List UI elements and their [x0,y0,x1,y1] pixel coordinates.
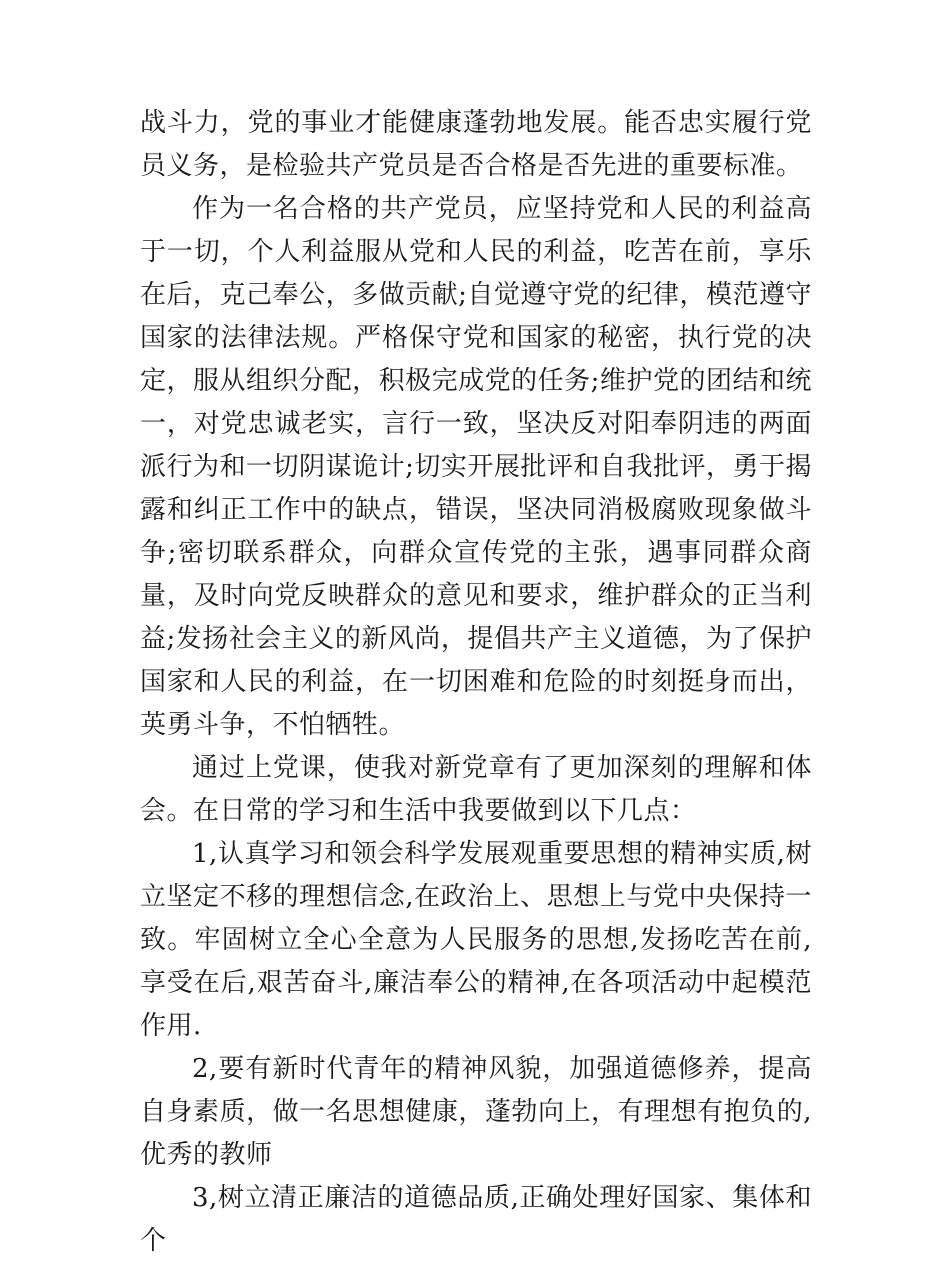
paragraph-6: 3,树立清正廉洁的道德品质,正确处理好国家、集体和个 [140,1183,812,1256]
paragraph-5: 2,要有新时代青年的精神风貌，加强道德修养，提高自身素质，做一名思想健康，蓬勃向上，有理想有抱负的,优秀的教师 [140,1054,812,1170]
paragraph-3: 通过上党课，使我对新党章有了更加深刻的理解和体会。在日常的学习和生活中我要做到以下几点： [140,753,812,826]
paragraph-4: 1,认真学习和领会科学发展观重要思想的精神实质,树立坚定不移的理想信念,在政治上、思想上与党中央保持一致。牢固树立全心全意为人民服务的思想,发扬吃苦在前,享受在后,艰苦奋斗,廉洁奉公的精神,在各项活动中起模范作用. [140,839,812,1041]
paragraph-2: 作为一名合格的共产党员，应坚持党和人民的利益高于一切，个人利益服从党和人民的利益，吃苦在前，享乐在后，克己奉公，多做贡献;自觉遵守党的纪律，模范遵守国家的法律法规。严格保守党和国家的秘密，执行党的决定，服从组织分配，积极完成党的任务;维护党的团结和统一，对党忠诚老实，言行一致，坚决反对阳奉阴违的两面派行为和一切阴谋诡计;切实开展批评和自我批评，勇于揭露和纠正工作中的缺点，错误，坚决同消极腐败现象做斗争;密切联系群众，向群众宣传党的主张，遇事同群众商量，及时向党反映群众的意见和要求，维护群众的正当利益;发扬社会主义的新风尚，提倡共产主义道德，为了保护国家和人民的利益，在一切困难和危险的时刻挺身而出，英勇斗争，不怕牺牲。 [140,194,812,740]
document-body [140,102,812,1263]
paragraph-1: 战斗力，党的事业才能健康蓬勃地发展。能否忠实履行党员义务，是检验共产党员是否合格是否先进的重要标准。 [140,108,812,181]
